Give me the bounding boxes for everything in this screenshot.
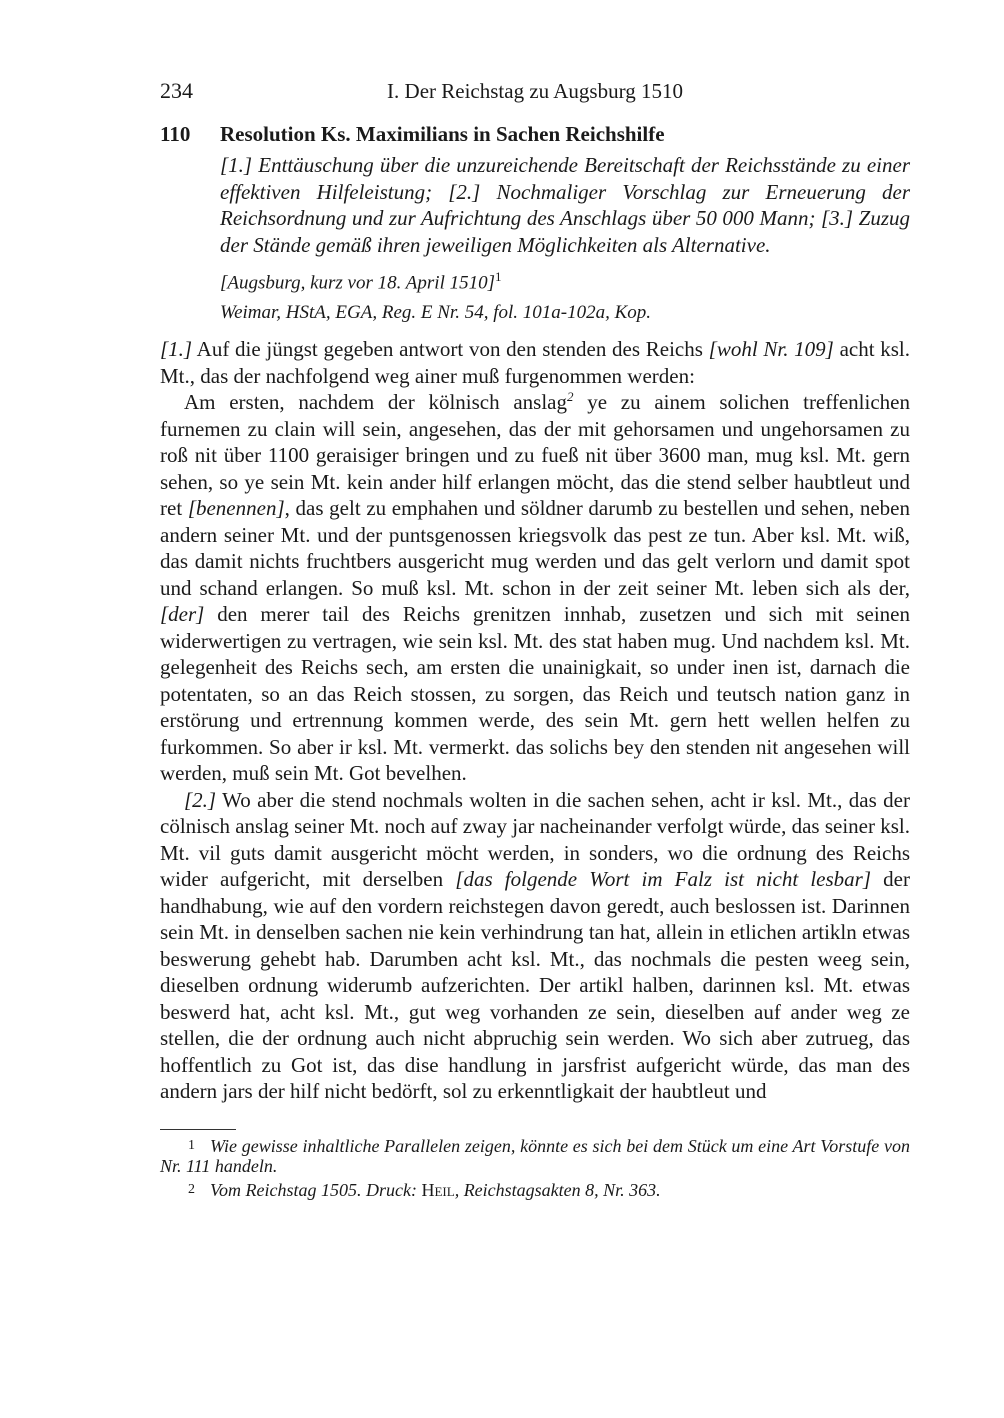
page xyxy=(160,78,910,1200)
editorial-reference: [wohl Nr. 109] xyxy=(708,337,834,362)
text-run: der handhabung, wie auf den vordern reichstegen davon geredt, auch beslossen ist. Darinnen sein Mt. in denselben sachen nie kein verhindrung tan hat, allein in etlichen artikln etwas beswerung gehebt hab. Darumben acht ksl. Mt., das nochmals die pesten weeg sein, dieselben ordnung widerumb aufzerichten. Der artikl halben, darinnen ksl. Mt. etwas beswerd hat, acht ksl. Mt., gut weg vorhanden ze sein, dieselben auf ander weg ze stellen, die der ordnung auch nicht abpruchig sein werden. Wo sich aber zutrueg, das hoffentlich zu Got ist, das dise handlung in jarsfrist aufgericht würde, das man des andern jars der hilf nicht bedörft, sol zu erkenntligkait der haubtleut und xyxy=(160,867,910,1104)
text-run: den merer tail des Reichs grenitzen innhab, zusetzen und sich mit seinen widerwertigen zu vertragen, wie sein ksl. Mt. des stat haben mug. Und nachdem ksl. Mt. gelegenheit des Reichs sech, am ersten die unainigkait, so under inen ist, darnach die potentaten, so an das Reich stossen, zu sorgen, das Reich und teutsch nation ganz in erstörung und ertrennung kommen werde, des sein Mt. gern hett wellen helfen zu furkommen. So aber ir ksl. Mt. vermerkt. das solichs bey den stenden nit angesehen will werden, muß sein Mt. Got bevelhen. xyxy=(160,602,910,786)
regest: [1.] Enttäuschung über die unzureichende Bereitschaft der Reichsstände zu einer effektiven Hilfeleistung; [2.] Nochmaliger Vorschlag zur Erneuerung der Reichsordnung und zur Aufrichtung des Anschlags über 50 000 Mann; [3.] Zuzug der Stände gemäß ihren jeweiligen Möglichkeiten als Alternative. xyxy=(220,153,910,257)
editorial-insertion: [der] xyxy=(160,602,205,627)
footnote-ref-1[interactable]: 1 xyxy=(495,269,502,284)
paragraph-2 xyxy=(160,389,910,787)
running-title: I. Der Reichstag zu Augsburg 1510 xyxy=(387,79,683,103)
footnote-text: Vom Reichstag 1505. Druck: xyxy=(210,1179,422,1200)
text-run: Wo aber die stend nochmals wolten in die sachen sehen, acht ir ksl. Mt., das der cölnisch anslag seiner Mt. noch auf zway jar nacheinander verfolgt würde, das seiner ksl. Mt. vil guts damit ausgericht möcht werden, in sonders, wo die ordnung des Reichs wider aufgericht, mit derselben xyxy=(160,787,910,892)
footnote-number: 2 xyxy=(188,1181,195,1197)
page-number: 234 xyxy=(160,78,193,103)
section-mark-2: [2.] xyxy=(184,787,217,812)
footnotes xyxy=(160,1129,910,1200)
footnote-text: Wie gewisse inhaltliche Parallelen zeigen, könnte es sich bei dem Stück um eine Art Vorstufe von Nr. 111 handeln. xyxy=(160,1135,910,1176)
footnote-rule xyxy=(160,1129,236,1130)
running-header xyxy=(160,78,910,108)
text-run: Am ersten, nachdem der kölnisch anslag xyxy=(184,390,567,415)
footnote-number: 1 xyxy=(188,1137,195,1153)
footnote-1 xyxy=(160,1136,910,1176)
document-number: 110 xyxy=(160,122,191,146)
text-run: , das gelt zu emphahen und söldner darumb zu bestellen und sehen, neben andern seiner Mt. und der puntsgenossen kriegsvolk das pest ze tun. Aber ksl. Mt. wiß, das damit nichts fruchtbers ausgericht mug werden und das gelt verlorn und damit spot und schand erlangen. So muß ksl. Mt. schon in der zeit seiner Mt. leben sich als der, xyxy=(160,496,910,600)
footnote-ref-2[interactable]: 2 xyxy=(567,389,574,405)
text-run: acht ksl. Mt., das der nachfolgend weg ainer muß furgenommen werden: xyxy=(160,337,911,388)
document-heading xyxy=(160,120,910,148)
editorial-insertion: [benennen] xyxy=(187,496,285,521)
cited-author: Heil xyxy=(421,1179,455,1200)
main-text xyxy=(160,336,910,1105)
document-title: Resolution Ks. Maximilians in Sachen Reichshilfe xyxy=(220,122,665,146)
document-date xyxy=(220,262,910,298)
footnote-2 xyxy=(160,1180,910,1200)
text-run: ye zu ainem solichen treffenlichen furnemen zu clain will sein, angesehen, das der mit gehorsamen und ungehorsamen zu roß nit über 1100 geraisiger bringen und zu fueß nit über 3600 man, mug ksl. Mt. gern sehen, so ye sein Mt. kein ander hilf erlangen möcht, das die stend selber haubtleut und ret xyxy=(160,390,910,521)
document-source: Weimar, HStA, EGA, Reg. E Nr. 54, fol. 101a-102a, Kop. xyxy=(220,302,652,324)
editorial-note: [das folgende Wort im Falz ist nicht lesbar] xyxy=(455,867,871,892)
text-run: Auf die jüngst gegeben antwort von den stenden des Reichs xyxy=(192,337,709,362)
paragraph-1 xyxy=(160,336,910,389)
date-text: [Augsburg, kurz vor 18. April 1510] xyxy=(220,272,495,294)
section-mark-1: [1.] xyxy=(160,337,193,362)
paragraph-3 xyxy=(160,787,910,1105)
footnote-text: , Reichstagsakten 8, Nr. 363. xyxy=(454,1179,661,1200)
